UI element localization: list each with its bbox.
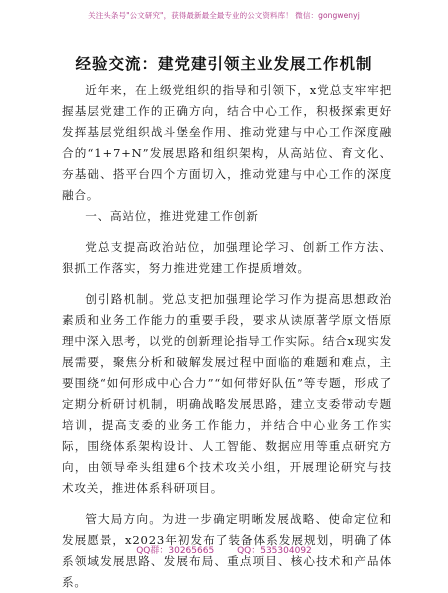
promo-banner: 关注头条号"公文研究"，获得最新最全最专业的公文资料库！ 微信：gongwenyj — [88, 11, 360, 20]
paragraph-intro: 近年来，在上级党组织的指导和引领下，x党总支牢牢把握基层党建工作的正确方向，结合中心工作，积极探索更好发挥基层党组织战斗堡垒作用、推动党建与中心工作深度融合的“1+7+N”发展思路和组织架构，从高站位、育文化、夯基础、搭平台四个方面切入，推动党建与中心工作的深度融合。 — [62, 83, 392, 202]
contact-footer: QQ群：30265665 QQ：535304092 — [136, 546, 312, 556]
section-heading: 一、高站位，推进党建工作创新 — [85, 209, 259, 223]
document-body — [62, 80, 392, 593]
paragraph-section-intro: 党总支提高政治站位，加强理论学习、创新工作方法、狠抓工作落实，努力推进党建工作提质增效。 — [62, 240, 392, 275]
document-title: 经验交流：建党建引领主业发展工作机制 — [75, 55, 373, 73]
paragraph-direction: 管大局方向。为进一步确定明晰发展战略、使命定位和发展愿景，x2023年初发布了装备体系发展规划，明确了体系领域发展思路、发展布局、重点项目、核心技术和产品体系。 — [62, 512, 392, 589]
paragraph-mechanism: 创引路机制。党总支把加强理论学习作为提高思想政治素质和业务工作能力的重要手段，要求从读原著学原文悟原理中深入思考，以党的创新理论指导工作实际。结合x现实发展需要，聚焦分析和破解发展过程中面临的难题和难点，主要围绕“如何形成中心合力”“如何带好队伍”等专题，形成了定期分析研讨机制，明确战略发展思路，建立支委带动专题培训，提高支委的业务工作能力，并结合中心业务工作实际，围绕体系架构设计、人工智能、数据应用等重点研究方向，由领导牵头组建6个技术攻关小组，开展理论研究与技术攻关，推进体系科研项目。 — [62, 292, 392, 495]
